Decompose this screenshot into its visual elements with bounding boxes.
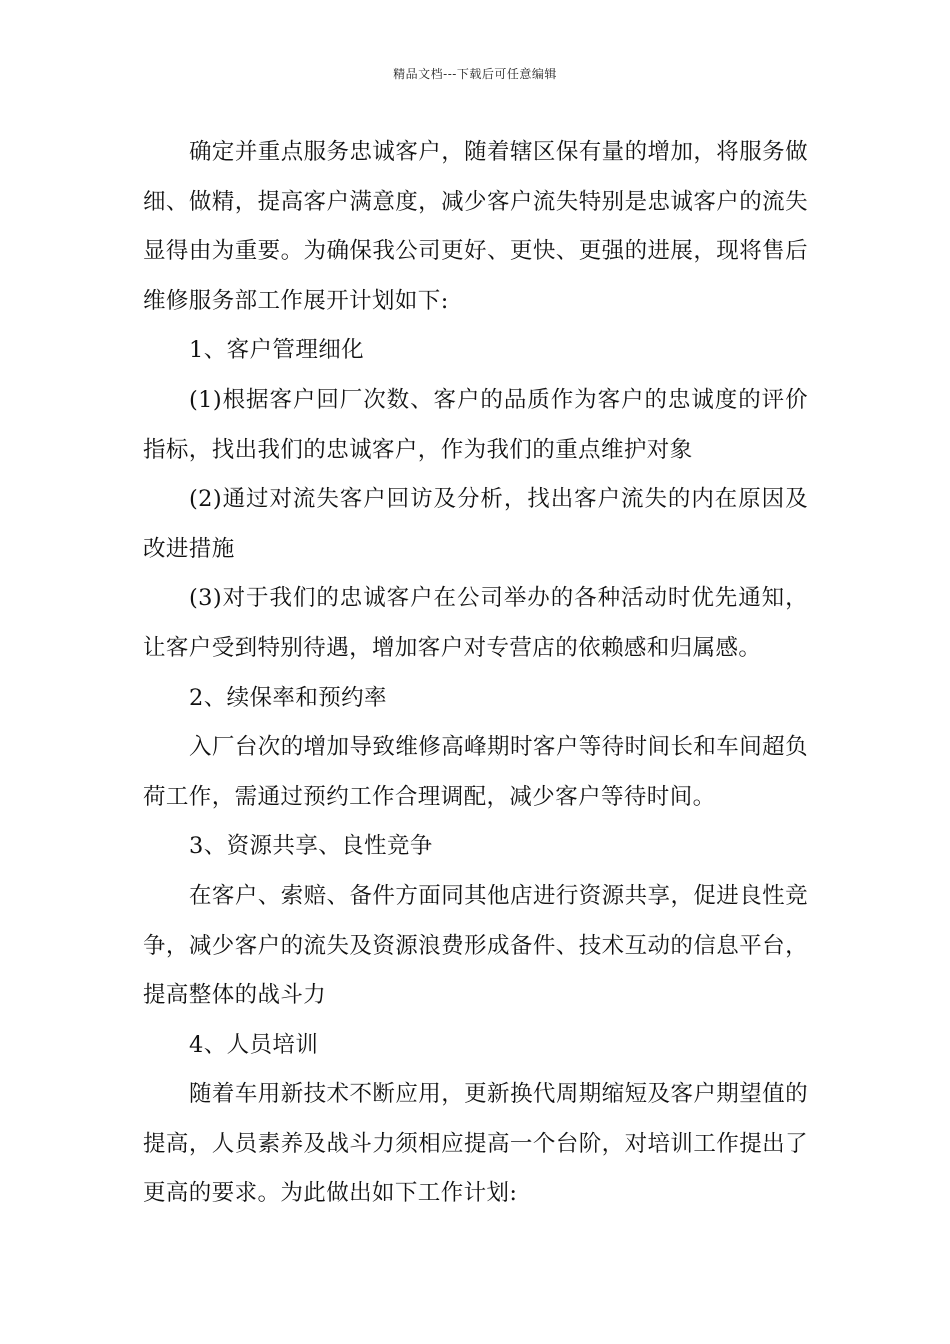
renewal-paragraph: 入厂台次的增加导致维修高峰期时客户等待时间长和车间超负荷工作，需通过预约工作合理调配，减少客户等待时间。 xyxy=(143,734,808,810)
resource-sharing-paragraph: 在客户、索赔、备件方面同其他店进行资源共享，促进良性竞争，减少客户的流失及资源浪费形成备件、技术互动的信息平台，提高整体的战斗力 xyxy=(143,882,808,1009)
list-item-3: (3)对于我们的忠诚客户在公司举办的各种活动时优先通知，让客户受到特别待遇，增加客户对专营店的依赖感和归属感。 xyxy=(143,585,808,661)
training-paragraph: 随着车用新技术不断应用，更新换代周期缩短及客户期望值的提高，人员素养及战斗力须相应提高一个台阶，对培训工作提出了更高的要求。为此做出如下工作计划: xyxy=(143,1081,808,1207)
section-heading-training: 4、人员培训 xyxy=(189,1031,319,1058)
intro-paragraph: 确定并重点服务忠诚客户，随着辖区保有量的增加，将服务做细、做精，提高客户满意度，减少客户流失特别是忠诚客户的流失显得由为重要。为确保我公司更好、更快、更强的进展，现将售后维修服务部工作展开计划如下: xyxy=(143,139,808,314)
document-body xyxy=(143,128,808,1219)
list-item-1: (1)根据客户回厂次数、客户的品质作为客户的忠诚度的评价指标，找出我们的忠诚客户，作为我们的重点维护对象 xyxy=(143,386,808,463)
page-header: 精品文档---下载后可任意编辑 xyxy=(393,67,557,81)
section-heading-customer-management: 1、客户管理细化 xyxy=(189,337,365,364)
section-heading-resource-sharing: 3、资源共享、良性竞争 xyxy=(189,833,433,860)
section-heading-renewal-rate: 2、续保率和预约率 xyxy=(189,684,387,711)
list-item-2: (2)通过对流失客户回访及分析，找出客户流失的内在原因及改进措施 xyxy=(143,486,808,562)
